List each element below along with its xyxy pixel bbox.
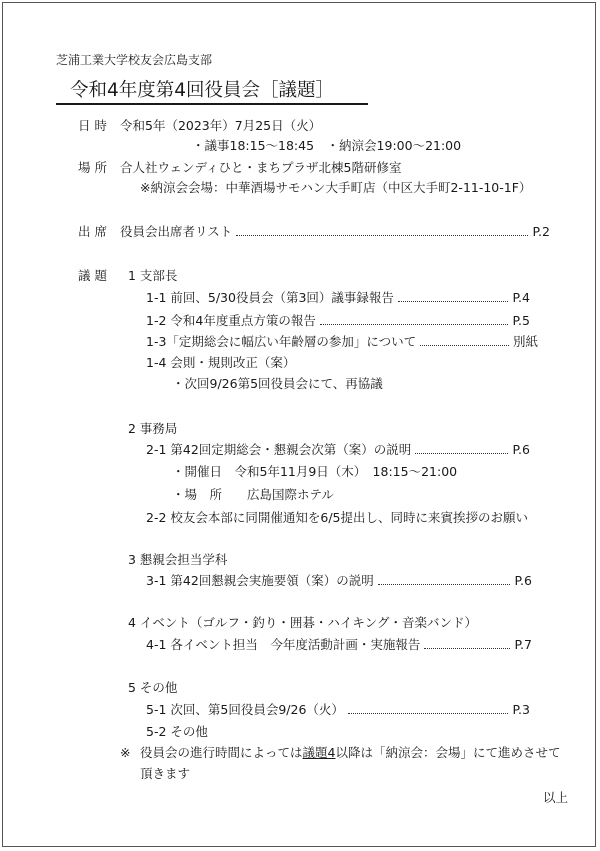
footnote-line2: 頂きます xyxy=(140,766,191,781)
section-heading: 4 イベント（ゴルフ・釣り・囲碁・ハイキング・音楽バンド） xyxy=(128,615,478,630)
section-heading: 3 懇親会担当学科 xyxy=(128,552,228,567)
agenda-item-text: 3-1 第42回懇親会実施要領（案）の説明 xyxy=(146,573,374,588)
agenda-item xyxy=(146,290,530,306)
agenda-item xyxy=(146,573,532,589)
place-note: ※納涼会会場：中華酒場サモハン大手町店（中区大手町2-11-10-1F） xyxy=(140,180,532,195)
agenda-item-page: 別紙 xyxy=(512,334,538,349)
agenda-item-text: 2-1 第42回定期総会・懇親会次第（案）の説明 xyxy=(146,442,412,457)
date-value: 令和5年（2023年）7月25日（火） xyxy=(120,118,322,133)
leader-dots xyxy=(378,584,511,585)
section-heading: 5 その他 xyxy=(128,680,178,695)
leader-dots xyxy=(236,235,528,236)
agenda-item xyxy=(146,702,530,718)
footnote-mark: ※ xyxy=(120,745,131,760)
leader-dots xyxy=(424,648,510,649)
agenda-item-page: P.3 xyxy=(512,702,530,717)
attendance-page: P.2 xyxy=(532,224,550,239)
footnote-underlined: 議題4 xyxy=(302,745,336,760)
footnote-text xyxy=(140,745,560,761)
agenda-item xyxy=(146,637,532,653)
leader-dots xyxy=(320,324,509,325)
leader-dots xyxy=(398,301,509,302)
agenda-item-text: 1-4 会則・規則改正（案） xyxy=(146,355,296,370)
agenda-item-text: 4-1 各イベント担当 今年度活動計画・実施報告 xyxy=(146,637,421,652)
agenda-item-note: ・次回9/26第5回役員会にて、再協議 xyxy=(172,376,383,391)
date-label: 日 時 xyxy=(78,118,107,133)
event-date: ・開催日 令和5年11月9日（木） 18:15～21:00 xyxy=(172,464,458,479)
agenda-item xyxy=(146,442,530,458)
agenda-item-page: P.4 xyxy=(512,290,530,305)
agenda-item-text: 2-2 校友会本部に同開催通知を6/5提出し、同時に来賓挨拶のお願い xyxy=(146,510,529,525)
event-place: ・場 所 広島国際ホテル xyxy=(172,487,334,502)
place-label: 場 所 xyxy=(78,160,107,175)
agenda-item-page: P.6 xyxy=(514,573,532,588)
leader-dots xyxy=(420,345,509,346)
section-heading: 1 支部長 xyxy=(128,268,178,283)
place-value: 合人社ウェンディひと・まちプラザ北棟5階研修室 xyxy=(120,160,402,175)
footnote-text-after: 以降は「納涼会：会場」にて進めさせて xyxy=(335,745,561,760)
agenda-item-page: P.6 xyxy=(512,442,530,457)
leader-dots xyxy=(348,713,509,714)
agenda-item-text: 1-3「定期総会に幅広い年齢層の参加」について xyxy=(146,334,417,349)
agenda-item-page: P.7 xyxy=(514,637,532,652)
agenda-item-text: 5-1 次回、第5回役員会9/26（火） xyxy=(146,702,344,717)
agenda-item-text: 1-1 前回、5/30役員会（第3回）議事録報告 xyxy=(146,290,394,305)
date-times: ・議事18:15～18:45 ・納涼会19:00～21:00 xyxy=(192,138,462,153)
agenda-item-page: P.5 xyxy=(512,313,530,328)
agenda-item-text: 1-2 令和4年度重点方策の報告 xyxy=(146,313,316,328)
agenda-label: 議 題 xyxy=(78,268,107,283)
closing-text: 以上 xyxy=(543,790,569,805)
footnote-text-before: 役員会の進行時間によっては xyxy=(140,745,303,760)
attendance-label: 出 席 xyxy=(78,224,107,239)
organization-name: 芝浦工業大学校友会広島支部 xyxy=(56,53,213,67)
leader-dots xyxy=(415,453,508,454)
agenda-item-text: 5-2 その他 xyxy=(146,724,208,739)
document-title: 令和4年度第4回役員会［議題］ xyxy=(56,79,368,105)
attendance-value: 役員会出席者リスト xyxy=(120,224,233,239)
agenda-item xyxy=(146,334,538,350)
attendance-row xyxy=(120,224,550,240)
agenda-item xyxy=(146,313,530,329)
section-heading: 2 事務局 xyxy=(128,421,178,436)
